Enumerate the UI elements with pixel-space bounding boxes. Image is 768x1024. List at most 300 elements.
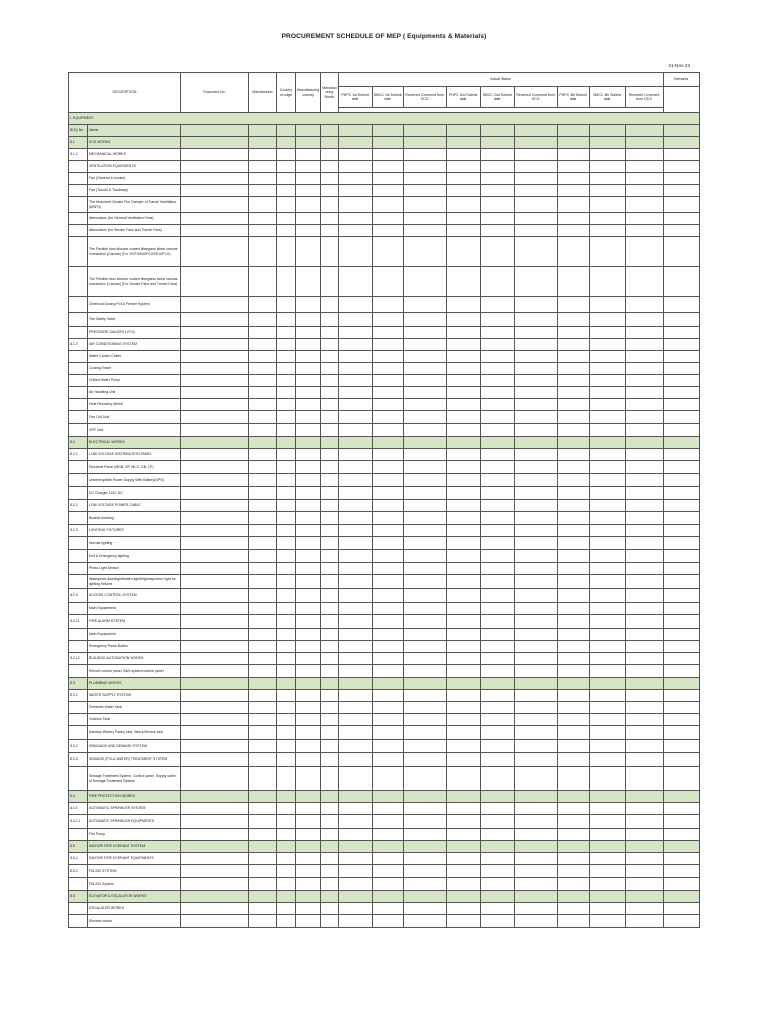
empty-cell: [625, 161, 663, 173]
empty-cell: [249, 351, 277, 363]
empty-cell: [663, 903, 699, 915]
empty-cell: [625, 791, 663, 803]
empty-cell: [589, 653, 625, 665]
item-name: Sanitary Wares( Pantry sink, Worry,Service sink: [88, 726, 181, 740]
empty-cell: [249, 615, 277, 629]
table-row: [69, 449, 700, 461]
empty-cell: [625, 375, 663, 387]
empty-cell: [625, 589, 663, 603]
empty-cell: [277, 767, 296, 791]
empty-cell: [338, 753, 372, 767]
table-row: [69, 411, 700, 424]
empty-cell: [181, 915, 249, 928]
empty-cell: [589, 841, 625, 853]
empty-cell: [249, 853, 277, 865]
empty-cell: [663, 753, 699, 767]
empty-cell: [338, 563, 372, 575]
header-manufacturing-country: Manufacturing country: [296, 73, 321, 113]
empty-cell: [663, 185, 699, 197]
empty-cell: [480, 185, 514, 197]
empty-cell: [181, 726, 249, 740]
empty-cell: [296, 387, 321, 399]
empty-cell: [514, 387, 557, 399]
header-remarks-cell: [663, 87, 699, 113]
item-name: Name: [88, 125, 181, 137]
empty-cell: [589, 339, 625, 351]
empty-cell: [372, 137, 403, 149]
empty-cell: [446, 690, 480, 702]
empty-cell: [321, 726, 338, 740]
empty-cell: [557, 267, 589, 297]
empty-cell: [296, 550, 321, 563]
empty-cell: [403, 297, 446, 313]
empty-cell: [589, 641, 625, 653]
table-row: [69, 525, 700, 537]
empty-cell: [338, 791, 372, 803]
empty-cell: [514, 213, 557, 225]
empty-cell: [446, 437, 480, 449]
boq-number: 8.2.12: [69, 653, 88, 665]
empty-cell: [625, 525, 663, 537]
table-row: [69, 487, 700, 500]
empty-cell: [589, 865, 625, 878]
boq-number: [69, 512, 88, 525]
empty-cell: [296, 313, 321, 327]
empty-cell: [480, 753, 514, 767]
empty-cell: [403, 702, 446, 714]
empty-cell: [446, 487, 480, 500]
empty-cell: [321, 500, 338, 512]
empty-cell: [557, 726, 589, 740]
empty-cell: [403, 629, 446, 641]
empty-cell: [663, 137, 699, 149]
boq-number: [69, 461, 88, 474]
empty-cell: [663, 726, 699, 740]
empty-cell: [625, 653, 663, 665]
empty-cell: [625, 424, 663, 437]
empty-cell: [181, 767, 249, 791]
empty-cell: [321, 424, 338, 437]
empty-cell: [446, 125, 480, 137]
boq-number: [69, 213, 88, 225]
empty-cell: [372, 474, 403, 487]
empty-cell: [338, 714, 372, 726]
empty-cell: [181, 563, 249, 575]
empty-cell: [372, 653, 403, 665]
empty-cell: [589, 313, 625, 327]
empty-cell: [296, 461, 321, 474]
empty-cell: [446, 915, 480, 928]
empty-cell: [625, 641, 663, 653]
empty-cell: [663, 603, 699, 615]
empty-cell: [321, 339, 338, 351]
empty-cell: [625, 512, 663, 525]
empty-cell: [296, 327, 321, 339]
boq-number: [69, 629, 88, 641]
boq-number: 8.2.9: [69, 589, 88, 603]
empty-cell: [296, 865, 321, 878]
empty-cell: [296, 474, 321, 487]
empty-cell: [589, 803, 625, 815]
empty-cell: [372, 690, 403, 702]
empty-cell: [181, 327, 249, 339]
empty-cell: [296, 363, 321, 375]
empty-cell: [181, 474, 249, 487]
empty-cell: [277, 603, 296, 615]
empty-cell: [296, 714, 321, 726]
empty-cell: [321, 563, 338, 575]
table-row: [69, 313, 700, 327]
empty-cell: [181, 891, 249, 903]
empty-cell: [181, 629, 249, 641]
empty-cell: [338, 137, 372, 149]
item-name: FM-200 System: [88, 878, 181, 891]
header-status-col: Received Comment from OCG: [514, 87, 557, 108]
empty-cell: [338, 575, 372, 589]
empty-cell: [277, 841, 296, 853]
empty-cell: [321, 267, 338, 297]
boq-number: 8.1.2: [69, 339, 88, 351]
empty-cell: [514, 615, 557, 629]
empty-cell: [663, 500, 699, 512]
empty-cell: [480, 903, 514, 915]
empty-cell: [480, 387, 514, 399]
empty-cell: [625, 615, 663, 629]
empty-cell: [589, 575, 625, 589]
boq-number: [69, 550, 88, 563]
empty-cell: [589, 878, 625, 891]
boq-number: [69, 829, 88, 841]
empty-cell: [338, 903, 372, 915]
item-name: Fan Coil Unit: [88, 411, 181, 424]
empty-cell: [321, 815, 338, 829]
empty-cell: [480, 653, 514, 665]
empty-cell: [372, 726, 403, 740]
empty-cell: [296, 753, 321, 767]
empty-cell: [321, 537, 338, 550]
empty-cell: [446, 512, 480, 525]
empty-cell: [514, 512, 557, 525]
empty-cell: [338, 327, 372, 339]
table-row: [69, 878, 700, 891]
empty-cell: [446, 525, 480, 537]
empty-cell: [277, 213, 296, 225]
empty-cell: [181, 537, 249, 550]
empty-cell: [321, 589, 338, 603]
boq-number: 8.1.1: [69, 149, 88, 161]
empty-cell: [480, 641, 514, 653]
empty-cell: [625, 815, 663, 829]
item-name: FM-200 SYSTEM: [88, 865, 181, 878]
empty-cell: [181, 387, 249, 399]
empty-cell: [403, 363, 446, 375]
empty-cell: [514, 474, 557, 487]
empty-cell: [249, 461, 277, 474]
empty-cell: [249, 161, 277, 173]
empty-cell: [663, 641, 699, 653]
empty-cell: [249, 563, 277, 575]
empty-cell: [557, 213, 589, 225]
empty-cell: [663, 487, 699, 500]
boq-number: [69, 173, 88, 185]
empty-cell: [589, 512, 625, 525]
empty-cell: [514, 461, 557, 474]
empty-cell: [181, 690, 249, 702]
empty-cell: [372, 641, 403, 653]
item-name: INDOOR FIRE HYDRANT EQUIPMENTS: [88, 853, 181, 865]
empty-cell: [277, 714, 296, 726]
empty-cell: [663, 653, 699, 665]
empty-cell: [277, 525, 296, 537]
empty-cell: [372, 525, 403, 537]
empty-cell: [181, 865, 249, 878]
empty-cell: [557, 173, 589, 185]
item-name: Chilled Water Pump: [88, 375, 181, 387]
empty-cell: [480, 512, 514, 525]
empty-cell: [625, 173, 663, 185]
empty-cell: [663, 791, 699, 803]
empty-cell: [338, 461, 372, 474]
boq-number: 8.5: [69, 841, 88, 853]
item-name: DC Charger 110C DC: [88, 487, 181, 500]
item-name: Attenuators (for Smoke Fans and Tunnel Fans): [88, 225, 181, 237]
empty-cell: [514, 500, 557, 512]
empty-cell: [446, 603, 480, 615]
empty-cell: [589, 137, 625, 149]
empty-cell: [557, 161, 589, 173]
empty-cell: [663, 449, 699, 461]
empty-cell: [403, 225, 446, 237]
empty-cell: [480, 525, 514, 537]
empty-cell: [663, 339, 699, 351]
empty-cell: [625, 363, 663, 375]
empty-cell: [249, 803, 277, 815]
empty-cell: [321, 714, 338, 726]
empty-cell: [625, 726, 663, 740]
empty-cell: [403, 589, 446, 603]
empty-cell: [296, 197, 321, 213]
table-row: [69, 225, 700, 237]
table-row: [69, 237, 700, 267]
empty-cell: [321, 629, 338, 641]
empty-cell: [181, 702, 249, 714]
empty-cell: [338, 853, 372, 865]
empty-cell: [663, 550, 699, 563]
empty-cell: [338, 500, 372, 512]
header-status-col: Received Comment from OCG: [403, 87, 446, 108]
empty-cell: [625, 537, 663, 550]
empty-cell: [663, 149, 699, 161]
empty-cell: [372, 589, 403, 603]
empty-cell: [372, 351, 403, 363]
empty-cell: [557, 537, 589, 550]
empty-cell: [557, 878, 589, 891]
empty-cell: [338, 351, 372, 363]
empty-cell: [296, 563, 321, 575]
empty-cell: [557, 903, 589, 915]
empty-cell: [663, 714, 699, 726]
empty-cell: [514, 327, 557, 339]
empty-cell: [514, 550, 557, 563]
empty-cell: [589, 267, 625, 297]
empty-cell: [321, 903, 338, 915]
item-name: Cooling Tower: [88, 363, 181, 375]
empty-cell: [296, 375, 321, 387]
empty-cell: [372, 903, 403, 915]
empty-cell: [446, 853, 480, 865]
empty-cell: [514, 313, 557, 327]
empty-cell: [321, 678, 338, 690]
empty-cell: [181, 589, 249, 603]
empty-cell: [249, 185, 277, 197]
empty-cell: [625, 878, 663, 891]
table-row: [69, 641, 700, 653]
empty-cell: [277, 339, 296, 351]
empty-cell: [296, 537, 321, 550]
item-name: Water Cooled Chiller: [88, 351, 181, 363]
empty-cell: [277, 237, 296, 267]
empty-cell: [663, 125, 699, 137]
empty-cell: [338, 237, 372, 267]
empty-cell: [181, 903, 249, 915]
empty-cell: [663, 537, 699, 550]
empty-cell: [446, 829, 480, 841]
empty-cell: [514, 339, 557, 351]
empty-cell: [181, 424, 249, 437]
empty-cell: [557, 474, 589, 487]
empty-cell: [338, 690, 372, 702]
empty-cell: [557, 629, 589, 641]
empty-cell: [249, 690, 277, 702]
empty-cell: [403, 213, 446, 225]
empty-cell: [446, 363, 480, 375]
boq-number: [69, 375, 88, 387]
empty-cell: [480, 589, 514, 603]
empty-cell: [514, 449, 557, 461]
boq-number: 8.5.1: [69, 853, 88, 865]
empty-cell: [625, 339, 663, 351]
empty-cell: [625, 237, 663, 267]
empty-cell: [181, 411, 249, 424]
empty-cell: [277, 915, 296, 928]
empty-cell: [181, 512, 249, 525]
empty-cell: [249, 411, 277, 424]
empty-cell: [446, 753, 480, 767]
empty-cell: [557, 449, 589, 461]
empty-cell: [446, 399, 480, 411]
empty-cell: [181, 399, 249, 411]
empty-cell: [514, 767, 557, 791]
boq-number: [69, 487, 88, 500]
empty-cell: [589, 424, 625, 437]
empty-cell: [625, 865, 663, 878]
empty-cell: [277, 173, 296, 185]
table-row: [69, 500, 700, 512]
empty-cell: [514, 815, 557, 829]
table-row: [69, 767, 700, 791]
empty-cell: [321, 137, 338, 149]
empty-cell: [557, 237, 589, 267]
empty-cell: [296, 767, 321, 791]
empty-cell: [589, 197, 625, 213]
empty-cell: [625, 903, 663, 915]
empty-cell: [446, 740, 480, 753]
empty-cell: [480, 829, 514, 841]
table-row: [69, 915, 700, 928]
empty-cell: [338, 185, 372, 197]
item-name: MECHANICAL WORKS: [88, 149, 181, 161]
empty-cell: [321, 197, 338, 213]
empty-cell: [446, 297, 480, 313]
empty-cell: [557, 829, 589, 841]
empty-cell: [480, 841, 514, 853]
empty-cell: [403, 351, 446, 363]
empty-cell: [249, 225, 277, 237]
empty-cell: [181, 267, 249, 297]
empty-cell: [181, 339, 249, 351]
empty-cell: [249, 678, 277, 690]
empty-cell: [321, 437, 338, 449]
empty-cell: [277, 665, 296, 678]
empty-cell: [480, 791, 514, 803]
empty-cell: [338, 267, 372, 297]
section-heading: I. EQUIPMENT: [69, 113, 700, 125]
empty-cell: [249, 841, 277, 853]
table-row: [69, 387, 700, 399]
empty-cell: [480, 815, 514, 829]
empty-cell: [480, 313, 514, 327]
empty-cell: [480, 915, 514, 928]
empty-cell: [372, 829, 403, 841]
empty-cell: [514, 865, 557, 878]
empty-cell: [514, 791, 557, 803]
item-name: Chemical Dosing Pot & Feeder System: [88, 297, 181, 313]
empty-cell: [338, 149, 372, 161]
empty-cell: [403, 185, 446, 197]
empty-cell: [557, 125, 589, 137]
empty-cell: [403, 690, 446, 702]
empty-cell: [181, 161, 249, 173]
empty-cell: [514, 740, 557, 753]
empty-cell: [372, 714, 403, 726]
empty-cell: [296, 841, 321, 853]
empty-cell: [514, 853, 557, 865]
empty-cell: [403, 399, 446, 411]
empty-cell: [480, 615, 514, 629]
empty-cell: [663, 267, 699, 297]
header-status-col: SMCC 2nd Submit date: [480, 87, 514, 108]
empty-cell: [663, 841, 699, 853]
table-row: [69, 113, 700, 125]
empty-cell: [589, 375, 625, 387]
empty-cell: [557, 740, 589, 753]
empty-cell: [296, 878, 321, 891]
empty-cell: [296, 411, 321, 424]
empty-cell: [446, 237, 480, 267]
empty-cell: [296, 525, 321, 537]
empty-cell: [557, 815, 589, 829]
empty-cell: [589, 550, 625, 563]
empty-cell: [480, 213, 514, 225]
item-name: ECS WORKS: [88, 137, 181, 149]
empty-cell: [321, 550, 338, 563]
empty-cell: [249, 512, 277, 525]
empty-cell: [321, 313, 338, 327]
empty-cell: [480, 500, 514, 512]
item-name: Fire Pump: [88, 829, 181, 841]
empty-cell: [589, 149, 625, 161]
empty-cell: [514, 149, 557, 161]
